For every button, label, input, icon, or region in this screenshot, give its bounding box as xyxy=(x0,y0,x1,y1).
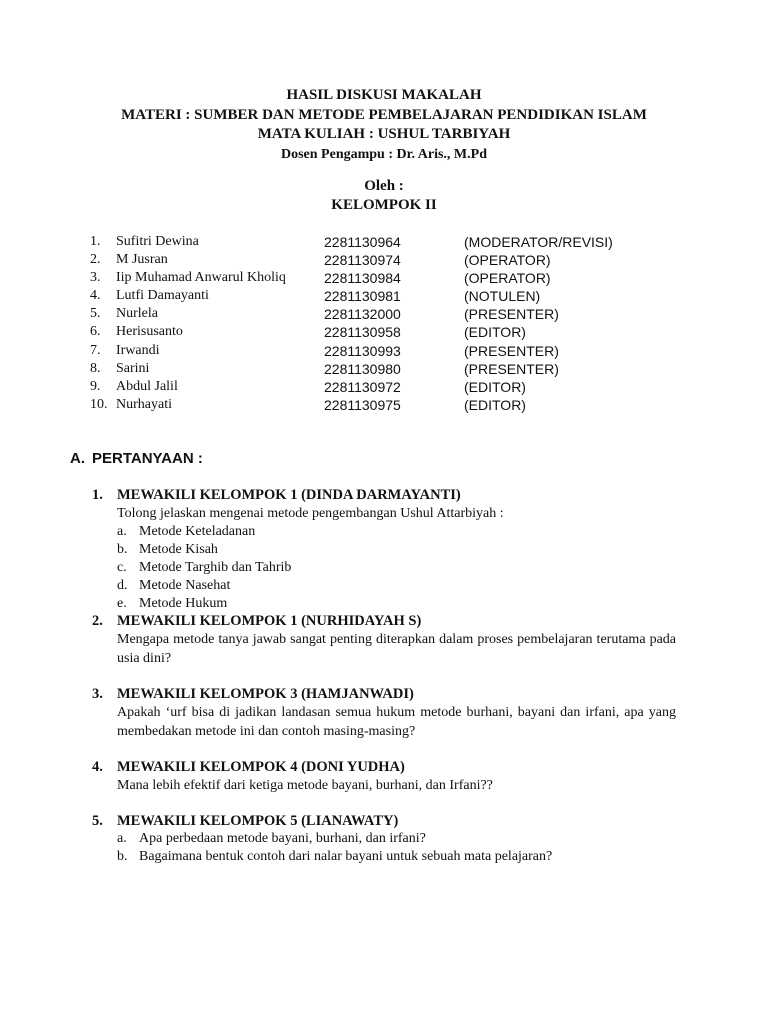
member-nim: 2281130980 xyxy=(324,360,401,377)
sub-item-label: b. xyxy=(117,849,128,864)
question-item xyxy=(92,486,676,613)
member-number: 6. xyxy=(90,324,101,340)
member-nim: 2281130984 xyxy=(324,270,401,287)
question-heading xyxy=(92,612,676,630)
question-text: Mana lebih efektif dari ketiga metode bayani, burhani, dan Irfani?? xyxy=(117,778,493,793)
oleh-label: Oleh : xyxy=(364,178,404,194)
member-name: Irwandi xyxy=(116,342,160,358)
member-list xyxy=(90,233,690,414)
sub-item-label: c. xyxy=(117,560,127,575)
question-title: MEWAKILI KELOMPOK 1 (NURHIDAYAH S) xyxy=(117,613,422,629)
member-name: Nurhayati xyxy=(116,396,172,412)
member-role: (EDITOR) xyxy=(464,378,526,395)
question-item xyxy=(92,685,676,741)
question-title: MEWAKILI KELOMPOK 4 (DONI YUDHA) xyxy=(117,759,405,775)
member-name: Iip Muhamad Anwarul Kholiq xyxy=(116,270,286,286)
sub-item-text: Apa perbedaan metode bayani, burhani, dan irfani? xyxy=(139,831,426,846)
member-row xyxy=(90,378,690,396)
member-row xyxy=(90,251,690,269)
member-role: (PRESENTER) xyxy=(464,360,559,377)
sub-item xyxy=(92,541,676,559)
question-item xyxy=(92,612,676,668)
question-number: 1. xyxy=(92,487,103,503)
member-row xyxy=(90,305,690,323)
sub-item-text: Metode Hukum xyxy=(139,596,228,611)
member-name: Abdul Jalil xyxy=(116,378,178,394)
sub-item-text: Metode Targhib dan Tahrib xyxy=(139,560,292,575)
sub-item xyxy=(92,848,676,866)
question-item xyxy=(92,758,676,795)
question-heading xyxy=(92,812,676,830)
member-name: Herisusanto xyxy=(116,324,183,340)
member-name: M Jusran xyxy=(116,252,168,268)
member-role: (NOTULEN) xyxy=(464,288,541,305)
document-header xyxy=(0,86,768,164)
member-role: (OPERATOR) xyxy=(464,252,551,269)
member-row xyxy=(90,269,690,287)
member-role: (PRESENTER) xyxy=(464,342,559,359)
sub-item-label: a. xyxy=(117,831,127,846)
oleh-block xyxy=(0,177,768,215)
member-row xyxy=(90,396,690,414)
question-number: 2. xyxy=(92,613,103,629)
question-heading xyxy=(92,685,676,703)
question-heading xyxy=(92,758,676,776)
member-nim: 2281130972 xyxy=(324,378,401,395)
sub-item-label: a. xyxy=(117,524,127,539)
member-row xyxy=(90,342,690,360)
member-number: 8. xyxy=(90,360,101,376)
question-text: Apakah ‘urf bisa di jadikan landasan semua hukum metode burhani, bayani dan irfani, apa yang membedakan metode ini dan contoh masing-masing? xyxy=(117,705,676,739)
member-number: 1. xyxy=(90,234,101,249)
member-role: (EDITOR) xyxy=(464,324,526,341)
member-nim: 2281130974 xyxy=(324,252,401,269)
member-name: Lutfi Damayanti xyxy=(116,288,209,304)
member-number: 4. xyxy=(90,288,101,304)
member-nim: 2281130975 xyxy=(324,396,401,413)
member-number: 9. xyxy=(90,378,101,394)
member-name: Sarini xyxy=(116,360,150,376)
question-title: MEWAKILI KELOMPOK 1 (DINDA DARMAYANTI) xyxy=(117,487,461,503)
question-title: MEWAKILI KELOMPOK 3 (HAMJANWADI) xyxy=(117,686,414,702)
sub-item-label: b. xyxy=(117,542,128,557)
sub-item-label: d. xyxy=(117,578,128,593)
document-title: HASIL DISKUSI MAKALAH xyxy=(286,87,482,103)
member-number: 10. xyxy=(90,396,108,412)
sub-item xyxy=(92,523,676,541)
member-role: (MODERATOR/REVISI) xyxy=(464,234,613,250)
question-text: Tolong jelaskan mengenai metode pengembangan Ushul Attarbiyah : xyxy=(117,506,504,521)
member-number: 3. xyxy=(90,270,101,286)
member-number: 2. xyxy=(90,252,101,268)
sub-item-text: Metode Keteladanan xyxy=(139,524,256,539)
member-row xyxy=(90,323,690,341)
sub-item xyxy=(92,830,676,848)
mata-kuliah-line: MATA KULIAH : USHUL TARBIYAH xyxy=(257,126,511,142)
member-role: (PRESENTER) xyxy=(464,306,559,323)
question-title: MEWAKILI KELOMPOK 5 (LIANAWATY) xyxy=(117,813,399,829)
section-letter: A. xyxy=(70,450,85,467)
member-row xyxy=(90,233,690,251)
question-item xyxy=(92,812,676,866)
question-heading xyxy=(92,486,676,504)
sub-item xyxy=(92,577,676,595)
member-number: 5. xyxy=(90,306,101,322)
member-role: (OPERATOR) xyxy=(464,270,551,287)
member-role: (EDITOR) xyxy=(464,396,526,413)
member-nim: 2281130958 xyxy=(324,324,401,341)
member-name: Sufitri Dewina xyxy=(116,234,199,249)
member-name: Nurlela xyxy=(116,306,158,322)
question-text: Mengapa metode tanya jawab sangat penting diterapkan dalam proses pembelajaran terutama pada usia dini? xyxy=(117,632,676,666)
sub-item-text: Bagaimana bentuk contoh dari nalar bayani untuk sebuah mata pelajaran? xyxy=(139,849,553,864)
section-heading xyxy=(70,450,203,467)
question-number: 4. xyxy=(92,759,103,775)
sub-item-text: Metode Nasehat xyxy=(139,578,231,593)
sub-item-text: Metode Kisah xyxy=(139,542,218,557)
question-number: 3. xyxy=(92,686,103,702)
section-title: PERTANYAAN : xyxy=(92,450,203,467)
dosen-line: Dosen Pengampu : Dr. Aris., M.Pd xyxy=(281,146,487,162)
sub-item-label: e. xyxy=(117,596,127,611)
group-name: KELOMPOK II xyxy=(331,197,437,213)
materi-line: MATERI : SUMBER DAN METODE PEMBELAJARAN PENDIDIKAN ISLAM xyxy=(121,106,647,123)
member-nim: 2281130964 xyxy=(324,234,401,250)
member-number: 7. xyxy=(90,342,101,358)
sub-item xyxy=(92,595,676,613)
member-nim: 2281130981 xyxy=(324,288,401,305)
member-row xyxy=(90,287,690,305)
sub-item xyxy=(92,559,676,577)
member-nim: 2281130993 xyxy=(324,342,401,359)
member-row xyxy=(90,360,690,378)
member-nim: 2281132000 xyxy=(324,306,401,323)
question-number: 5. xyxy=(92,813,103,829)
